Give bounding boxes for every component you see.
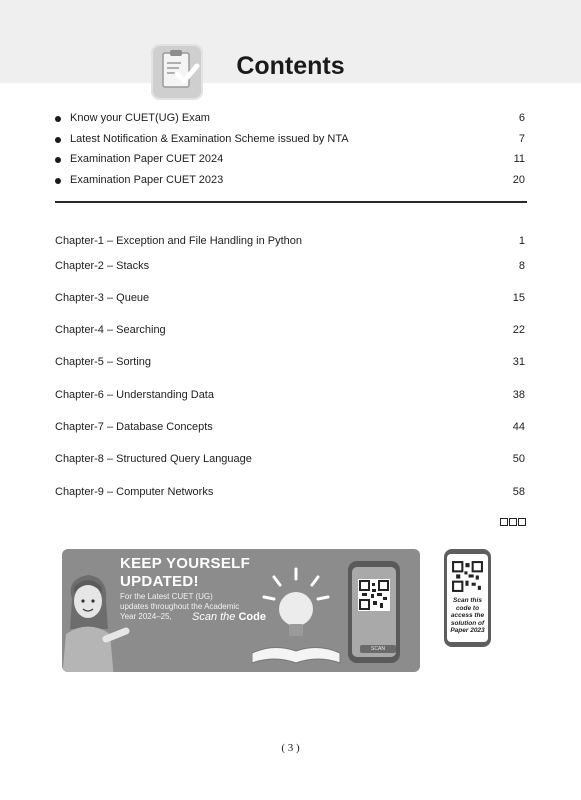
intro-item[interactable] (55, 153, 527, 174)
chapter-page: 15 (512, 292, 525, 304)
chapter-page: 8 (518, 260, 525, 272)
chapter-label: Chapter-9 – Computer Networks (55, 486, 214, 498)
banner-phone (348, 561, 400, 663)
chapter-label: Chapter-2 – Stacks (55, 260, 150, 272)
bullet-icon (55, 157, 61, 163)
bullet-icon (55, 178, 61, 184)
chapter-page: 1 (518, 235, 525, 247)
intro-item-page: 11 (513, 153, 525, 165)
intro-list (55, 112, 527, 194)
chapter-page: 44 (512, 421, 525, 433)
divider (55, 201, 527, 203)
banner-scan-text: Scan the Code (192, 611, 266, 623)
scan-note: Scan this code to access the solution of Paper 2023 (450, 597, 485, 634)
chapter-page: 50 (512, 453, 525, 465)
chapter-page: 38 (512, 389, 525, 401)
intro-item-label: Examination Paper CUET 2024 (70, 153, 224, 165)
chapter-label: Chapter-8 – Structured Query Language (55, 453, 252, 465)
intro-item[interactable] (55, 174, 527, 195)
scan-button[interactable]: SCAN (360, 645, 396, 653)
update-banner[interactable] (62, 549, 420, 672)
bullet-icon (55, 137, 61, 143)
chapter-label: Chapter-1 – Exception and File Handling in Python (55, 235, 303, 247)
chapter-label: Chapter-5 – Sorting (55, 356, 151, 368)
intro-item[interactable] (55, 133, 527, 154)
qr-code-icon (451, 560, 484, 593)
banner-headline: KEEP YOURSELF UPDATED! (120, 555, 251, 590)
chapter-label: Chapter-6 – Understanding Data (55, 389, 214, 401)
chapter-page: 58 (512, 486, 525, 498)
end-marks (500, 513, 527, 531)
page-number: ( 3 ) (281, 742, 300, 754)
intro-item[interactable] (55, 112, 527, 133)
chapter-page: 22 (512, 324, 525, 336)
chapter-label: Chapter-7 – Database Concepts (55, 421, 213, 433)
intro-item-label: Know your CUET(UG) Exam (70, 112, 210, 124)
chapter-page: 31 (512, 356, 525, 368)
intro-item-page: 7 (518, 132, 525, 145)
chapter-label: Chapter-3 – Queue (55, 292, 150, 304)
page-title: Contents (236, 52, 345, 80)
lightbulb-book-icon (252, 567, 342, 667)
intro-item-page: 20 (512, 173, 525, 186)
banner-subtext: For the Latest CUET (UG) updates throughout the Academic Year 2024–25, (120, 592, 240, 621)
intro-item-label: Examination Paper CUET 2023 (70, 173, 224, 186)
bullet-icon (55, 116, 61, 122)
chapter-label: Chapter-4 – Searching (55, 324, 166, 336)
qr-code-icon (358, 579, 390, 611)
intro-item-label: Latest Notification & Examination Scheme issued by NTA (70, 132, 349, 145)
intro-item-page: 6 (518, 112, 525, 124)
side-qr-phone[interactable] (444, 549, 491, 647)
